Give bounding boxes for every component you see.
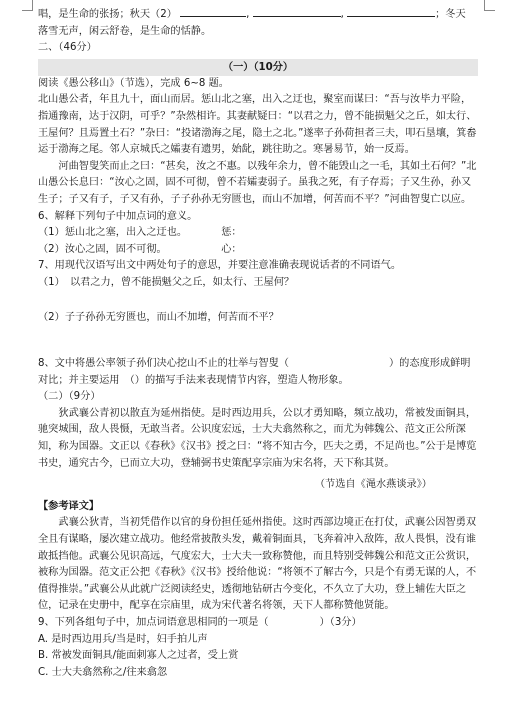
- question-6-item-1: [38, 225, 478, 242]
- answer-blank-3[interactable]: [347, 6, 435, 17]
- section-heading: 二、（46分）: [38, 42, 97, 54]
- page-content: [38, 6, 478, 681]
- q6-2-answer-label: 心：: [221, 243, 242, 255]
- reference-translation-title: 【参考译文】: [38, 500, 100, 512]
- poem-text-1a: 唱，是生命的张扬；秋天（2）: [38, 9, 177, 20]
- q6-1-sentence: （1）惩山北之塞，出入之迂也。: [38, 227, 188, 239]
- question-7-item-2: （2）子子孙孙无穷匮也，而山不加增，何苦而不平？: [38, 311, 279, 323]
- reading-intro: 阅读《愚公移山》（节选），完成 6~8 题。: [38, 77, 229, 89]
- question-7-item-1: （1） 以君之力，曾不能损魁父之丘，如太行、王屋何？: [38, 276, 295, 288]
- passage-paragraph-2: 河曲智叟笑而止之曰：“甚矣，汝之不惠。以残年余力，曾不能毁山之一毛，其如土石何？”北山愚公长息曰：“汝心之固，固不可彻，曾不若孀妻弱子。虽我之死，有子存焉；子又生孙，孙又生子；子又有子，子又有孙，子子孙孙无穷匮也，而山不加增，何苦而不平？”河曲智叟亡以应。: [38, 160, 477, 205]
- q6-1-answer-label: 惩：: [221, 227, 242, 239]
- question-7: 7、用现代汉语写出文中两处句子的意思，并要注意准确表现说话者的不同语气。: [38, 260, 402, 272]
- spacer: [38, 344, 478, 356]
- poem-line-1: 唱，是生命的张扬；秋天（2） , , ；冬天: [38, 6, 478, 24]
- part-two-title: （二）（9分）: [38, 391, 101, 403]
- part-one-title-bar: （一）（10分）: [38, 59, 478, 76]
- question-9-option-c: C. 士大夫翕然称之/往来翕忽: [38, 666, 168, 678]
- reference-translation-text: 武襄公狄青，当初凭借作以官的身份担任延州指使。这时西部边境正在打仗，武襄公因智勇双全且有谋略，屡次建立战功。他经常披散头发，戴着铜面具，飞奔着冲入敌阵，敌人畏惧，没有谁敢抵挡他。武襄公见识高远，气度宏大，士大夫一致称赞他，而且特别受韩魏公和范文正公赏识，被称为国器。范文正公把《春秋》《汉书》授给他说：“将领不了解古今，只是个有勇无谋的人，不值得推崇。”武襄公从此就广泛阅读经史，透彻地钻研古今变化，不久立了大功，登上辅佐大臣之位，记录在史册中，配享在宗庙里，成为宋代著名将领，天下人都称赞他贤能。: [38, 517, 477, 612]
- crop-mark-top-left: [22, 0, 33, 11]
- q6-2-sentence: （2）汝心之固，固不可彻。: [38, 243, 167, 255]
- question-8: [38, 356, 478, 389]
- poem-text-1b: ；冬天: [435, 9, 466, 20]
- passage2-paragraph: 狄武襄公青初以散直为延州指使。是时西边用兵，公以才勇知略，频立战功，常被发面铜具，驰突城围，敌人畏慑，无敢当者。公识度宏远，士大夫翕然称之，而尤为韩魏公、范文正公所深知，称为国器。文正以《春秋》《汉书》授之曰：“将不知古今，匹夫之勇，不足尚也。”公于是博览书史，通究古今，已而立大功，登辅弼书史策配享宗庙为宋名将，天下称其贤。: [38, 407, 477, 469]
- question-9-option-a: A. 是时西边用兵/当是时，妇手拍儿声: [38, 633, 208, 645]
- question-9: 9、下列各组句子中，加点词语意思相同的一项是（ ）（3分）: [38, 617, 362, 628]
- answer-blank-1[interactable]: [180, 6, 246, 17]
- question-6: 6、解释下列句子中加点词的意义。: [38, 210, 198, 222]
- poem-line-2: 落雪无声，闲云舒卷，是生命的恬静。: [38, 25, 212, 37]
- crop-mark-top-right: [484, 0, 495, 11]
- question-6-item-2: [38, 242, 478, 259]
- q8-text-a: 8、文中将愚公率领子孙们决心挖山不止的壮举与智叟（: [38, 358, 289, 370]
- answer-blank-2[interactable]: [253, 6, 341, 17]
- question-9-option-b: B. 常被发面铜具/能面刺寡人之过者，受上赏: [38, 650, 239, 662]
- answer-space-7-2[interactable]: [38, 326, 478, 344]
- answer-space-7-1[interactable]: [38, 292, 478, 310]
- q8-text-b: ）的态度形成鲜明对比；并主要运用 （）的描写手法来表现情节内容，塑造人物形象。: [38, 358, 471, 386]
- passage-paragraph-1: 北山愚公者，年且九十，面山而居。惩山北之塞，出入之迂也，聚室而谋曰：“吾与汝毕力平险，指通豫南，达于汉阴，可乎？”杂然相许。其妻献疑曰：“以君之力，曾不能损魁父之丘，如太行、王屋何？且焉置土石？”杂曰：“投诸渤海之尾，隐土之北。”遂率子孙荷担者三夫，叩石垦壤，箕畚运于渤海之尾。邻人京城氏之孀妻有遗男，始龀，跳往助之。寒暑易节，始一反焉。: [38, 94, 477, 156]
- passage2-source: （节选自《渑水燕谈录》）: [314, 479, 432, 491]
